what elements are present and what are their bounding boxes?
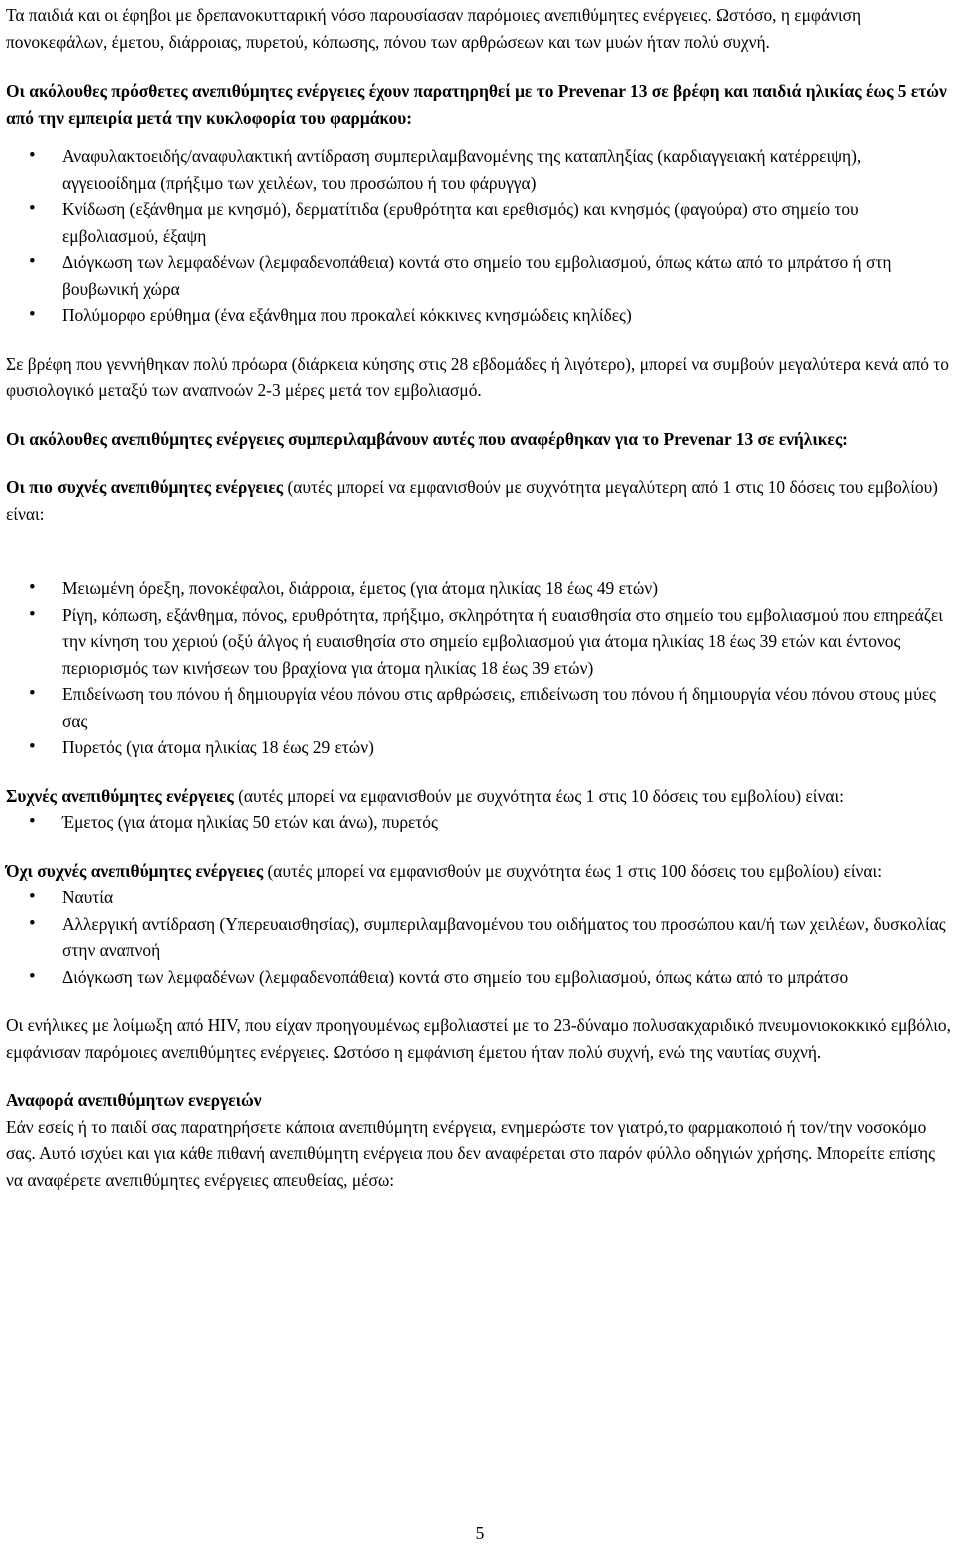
very-common-label: Οι πιο συχνές ανεπιθύμητες ενέργειες [6, 477, 284, 497]
list-item: • Ρίγη, κόπωση, εξάνθημα, πόνος, ερυθρότητα, πρήξιμο, σκληρότητα ή ευαισθησία στο σημείο του εμβολιασμού που επηρεάζει την κίνηση του χεριού (οξύ άλγος ή ευαισθησία στο σημείο εμβολιασμού για άτομα ηλικίας 18 έως 39 ετών και έντονος περιορισμός των κινήσεων του βραχίονα για άτομα ηλικίας 18 έως 39 ετών) [6, 602, 954, 682]
list-infants [6, 143, 954, 329]
paragraph-reporting: Εάν εσείς ή το παιδί σας παρατηρήσετε κάποια ανεπιθύμητη ενέργεια, ενημερώστε τον γιατρό,το φαρμακοποιό ή τον/την νοσοκόμο σας. Αυτό ισχύει και για κάθε πιθανή ανεπιθύμητη ενέργεια που δεν αναφέρεται στο παρόν φύλλο οδηγιών χρήσης. Μπορείτε επίσης να αναφέρετε ανεπιθύμητες ενέργειες απευθείας, μέσω: [6, 1116, 936, 1190]
uncommon-text: (αυτές μπορεί να εμφανισθούν με συχνότητα έως 1 στις 100 δόσεις του εμβολίου) είναι: [263, 860, 883, 881]
list-item: • Διόγκωση των λεμφαδένων (λεμφαδενοπάθεια) κοντά στο σημείο του εμβολιασμού, όπως κάτω από το μπράτσο ή στη βουβωνική χώρα [6, 249, 954, 302]
paragraph-sickle-cell: Τα παιδιά και οι έφηβοι με δρεπανοκυτταρική νόσο παρουσίασαν παρόμοιες ανεπιθύμητες ενέργειες. Ωστόσο, η εμφάνιση πονοκεφάλων, έμετου, διάρροιας, πυρετού, κόπωσης, πόνου των αρθρώσεων και των μυών ήταν πολύ συχνή. [6, 5, 862, 52]
heading-infants-postmarketing: Οι ακόλουθες πρόσθετες ανεπιθύμητες ενέργειες έχουν παρατηρηθεί με το Prevenar 13 σε βρέφη και παιδιά ηλικίας έως 5 ετών από την εμπειρία μετά την κυκλοφορία του φαρμάκου: [6, 81, 947, 128]
list-item: • Αναφυλακτοειδής/αναφυλακτική αντίδραση συμπεριλαμβανομένης της καταπληξίας (καρδιαγγειακή κατέρρειψη), αγγειοοίδημα (πρήξιμο των χειλέων, του προσώπου ή του φάρυγγα) [6, 143, 954, 196]
list-item: • Πολύμορφο ερύθημα (ένα εξάνθημα που προκαλεί κόκκινες κνησμώδεις κηλίδες) [6, 302, 954, 329]
page-number: 5 [475, 1523, 485, 1543]
page-content [6, 0, 954, 1193]
list-item: • Κνίδωση (εξάνθημα με κνησμό), δερματίτιδα (ερυθρότητα και ερεθισμός) και κνησμός (φαγούρα) στο σημείο του εμβολιασμού, έξαψη [6, 196, 954, 249]
heading-reporting: Αναφορά ανεπιθύμητων ενεργειών [6, 1090, 262, 1110]
list-common [6, 809, 954, 836]
common-text: (αυτές μπορεί να εμφανισθούν με συχνότητα έως 1 στις 10 δόσεις του εμβολίου) είναι: [233, 785, 844, 806]
list-uncommon [6, 884, 954, 990]
list-item: • Διόγκωση των λεμφαδένων (λεμφαδενοπάθεια) κοντά στο σημείο του εμβολιασμού, όπως κάτω από το μπράτσο [6, 964, 954, 991]
list-item: • Έμετος (για άτομα ηλικίας 50 ετών και άνω), πυρετός [6, 809, 954, 836]
paragraph-very-common [6, 474, 954, 527]
common-label: Συχνές ανεπιθύμητες ενέργειες [6, 785, 234, 806]
list-very-common [6, 575, 954, 761]
list-item: • Επιδείνωση του πόνου ή δημιουργία νέου πόνου στις αρθρώσεις, επιδείνωση του πόνου ή δημιουργία νέου πόνου στους μύες σας [6, 681, 954, 734]
uncommon-label: Όχι συχνές ανεπιθύμητες ενέργειες [6, 860, 264, 881]
very-common-text: (αυτές μπορεί να εμφανισθούν με συχνότητα μεγαλύτερη από 1 στις 10 δόσεις του εμβολίου) είναι: [6, 477, 938, 524]
paragraph-hiv: Οι ενήλικες με λοίμωξη από HIV, που είχαν προηγουμένως εμβολιαστεί με το 23-δύναμο πολυσακχαριδικό πνευμονιοκοκκικό εμβόλιο, εμφάνισαν παρόμοιες ανεπιθύμητες ενέργειες. Ωστόσο η εμφάνιση έμετου ήταν πολύ συχνή, ενώ της ναυτίας συχνή. [6, 1015, 951, 1062]
heading-adults: Οι ακόλουθες ανεπιθύμητες ενέργειες συμπεριλαμβάνουν αυτές που αναφέρθηκαν για το Prevenar 13 σε ενήλικες: [6, 428, 848, 449]
paragraph-uncommon [6, 858, 954, 885]
paragraph-common [6, 783, 954, 810]
list-item: • Αλλεργική αντίδραση (Υπερευαισθησίας), συμπεριλαμβανομένου του οιδήματος του προσώπου και/ή των χειλέων, δυσκολίας στην αναπνοή [6, 911, 954, 964]
list-item: • Ναυτία [6, 884, 954, 911]
paragraph-premature: Σε βρέφη που γεννήθηκαν πολύ πρόωρα (διάρκεια κύησης στις 28 εβδομάδες ή λιγότερο), μπορεί να συμβούν μεγαλύτερα κενά από το φυσιολογικό μεταξύ των αναπνοών 2-3 μέρες μετά τον εμβολιασμό. [6, 353, 949, 400]
list-item: • Μειωμένη όρεξη, πονοκέφαλοι, διάρροια, έμετος (για άτομα ηλικίας 18 έως 49 ετών) [6, 575, 954, 602]
list-item: • Πυρετός (για άτομα ηλικίας 18 έως 29 ετών) [6, 734, 954, 761]
